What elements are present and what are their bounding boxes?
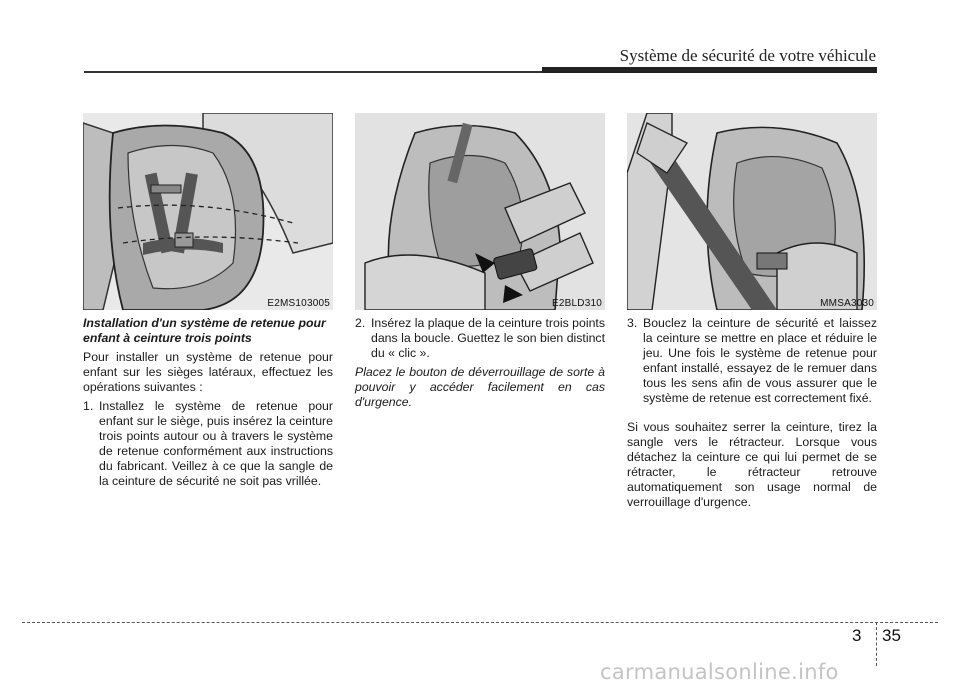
step-number: 3. [627,316,638,330]
header-rule-bold [542,67,877,73]
step-number: 2. [355,316,366,330]
note-text: Placez le bouton de déverrouillage de sorte à pouvoir y accéder facilement en cas d'urgence. [355,365,605,409]
step-text: Installez le système de retenue pour enfant sur le siège, puis insérez la ceinture trois points autour ou à travers le système de retenue conformément aux instructions du fabricant. Veillez à ce que la sangle de la ceinture de sécurité ne soit pas vrillée. [99,399,333,488]
intro-text: Pour installer un système de retenue pour enfant sur les sièges latéraux, effectuez les opérations suivantes : [83,350,333,394]
page-title: Système de sécurité de votre véhicule [619,46,876,65]
figure-code: E2MS103005 [267,298,330,309]
paragraph-text: Si vous souhaitez serrer la ceinture, tirez la sangle vers le rétracteur. Lorsque vous détachez la ceinture ce qui lui permet de se rétracter, le rétracteur retrouve automatiquement son usage normal de verrouillage d'urgence. [627,420,877,509]
footer-rule [22,622,938,623]
figure-code: E2BLD310 [552,298,602,309]
footer-divider [876,622,877,666]
section-subtitle: Installation d'un système de retenue pour enfant à ceinture trois points [83,316,326,345]
step-text: Insérez la plaque de la ceinture trois points dans la boucle. Guettez le son bien distinct du « clic ». [371,316,605,360]
child-seat-installation-illustration [83,113,333,310]
column-1 [83,316,333,489]
step-number: 1. [83,399,94,413]
figure-child-seat [83,113,333,310]
step-text: Bouclez la ceinture de sécurité et laissez la ceinture se mettre en place et réduire le jeu. Une fois le système de retenue pour enfant installé, essayez de le remuer dans tous les sens afin de vous assurer que le système de retenue est correctement fixé. [643,316,877,405]
step-1 [83,399,333,489]
belt-tightening-illustration [627,113,877,310]
watermark: carmanualsonline.info [600,660,839,684]
buckle-latch-illustration [355,113,605,310]
step-2 [355,316,605,361]
page-number: 35 [882,626,901,645]
header-rule [84,71,554,73]
column-3 [627,316,877,510]
column-2 [355,316,605,410]
figure-code: MMSA3030 [820,298,874,309]
figure-buckle [355,113,605,310]
chapter-number: 3 [852,626,862,645]
step-3 [627,316,877,406]
figure-belt-tighten [627,113,877,310]
